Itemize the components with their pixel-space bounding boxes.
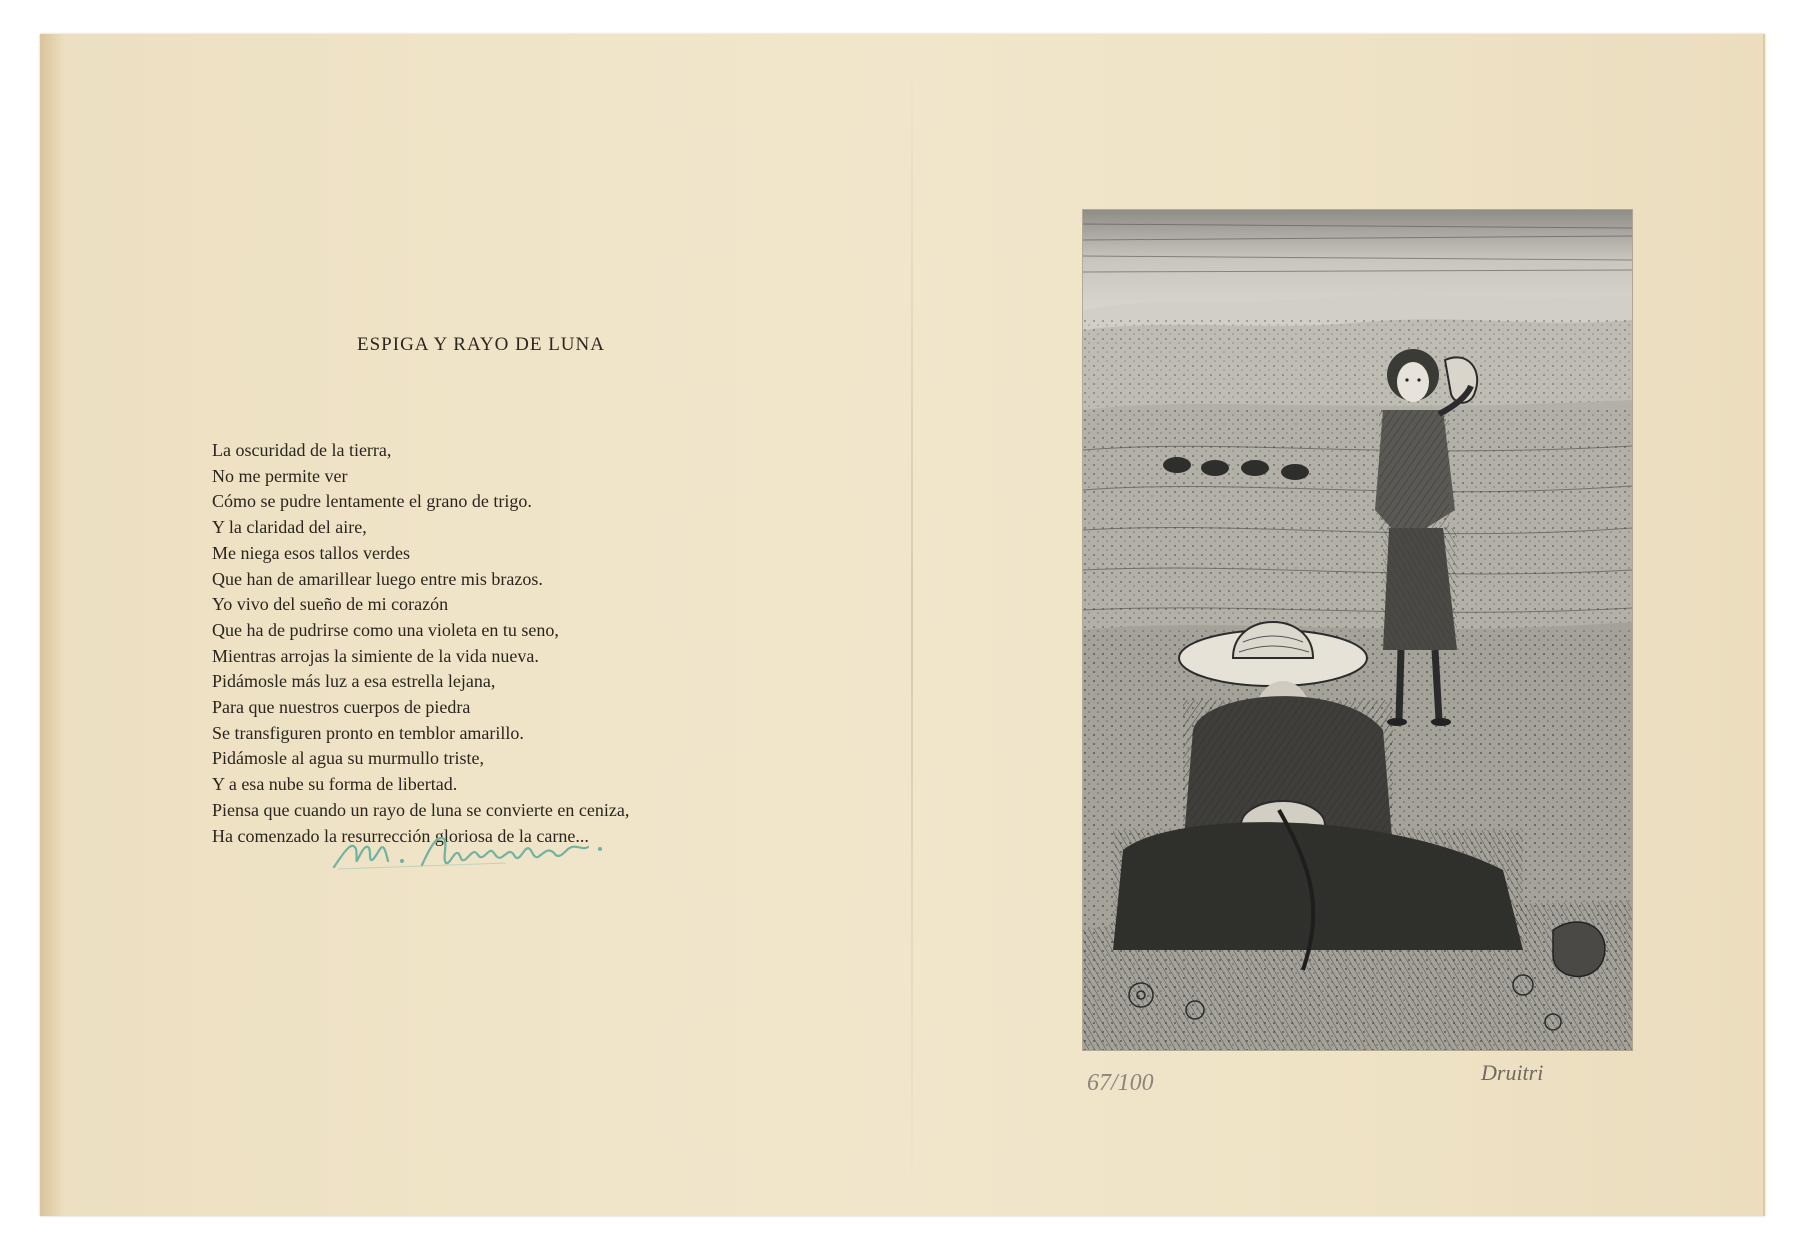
- poem-line: Que ha de pudrirse como una violeta en tu seno,: [212, 619, 559, 640]
- poem-line: Me niega esos tallos verdes: [212, 542, 410, 563]
- artist-signature: [1475, 1052, 1625, 1092]
- poem-line: Pidámosle más luz a esa estrella lejana,: [212, 671, 496, 692]
- poem-line: Mientras arrojas la simiente de la vida nueva.: [212, 645, 539, 666]
- svg-text:Druitri: Druitri: [1481, 1060, 1544, 1085]
- center-fold: [911, 34, 913, 1216]
- poet-signature: [326, 819, 616, 879]
- etching-image: [1083, 210, 1632, 1050]
- poem-line: Pidámosle al agua su murmullo triste,: [212, 748, 484, 769]
- poem-line: Cómo se pudre lentamente el grano de trigo.: [212, 491, 532, 512]
- deckled-left-edge: [43, 34, 65, 1216]
- poem-line: No me permite ver: [212, 465, 348, 486]
- poem-title: ESPIGA Y RAYO DE LUNA: [357, 334, 605, 355]
- poem-line: Ha comenzado la resurrección gloriosa de la carne...: [212, 825, 589, 846]
- poem-line: Que han de amarillear luego entre mis brazos.: [212, 568, 543, 589]
- poem-line: Para que nuestros cuerpos de piedra: [212, 697, 471, 718]
- poem-body: [212, 354, 629, 849]
- etching-plate: [1083, 210, 1632, 1050]
- poem-line: La oscuridad de la tierra,: [212, 440, 392, 460]
- edition-number: [1087, 1060, 1187, 1106]
- poem-line: Piensa que cuando un rayo de luna se convierte en ceniza,: [212, 799, 630, 820]
- book-spread: [40, 34, 1765, 1216]
- poem-line: Se transfiguren pronto en temblor amarillo.: [212, 722, 524, 743]
- poem-line: Y la claridad del aire,: [212, 517, 367, 538]
- poem-line: Y a esa nube su forma de libertad.: [212, 774, 458, 795]
- poem-line: Yo vivo del sueño de mi corazón: [212, 594, 449, 615]
- svg-text:67/100: 67/100: [1087, 1070, 1154, 1096]
